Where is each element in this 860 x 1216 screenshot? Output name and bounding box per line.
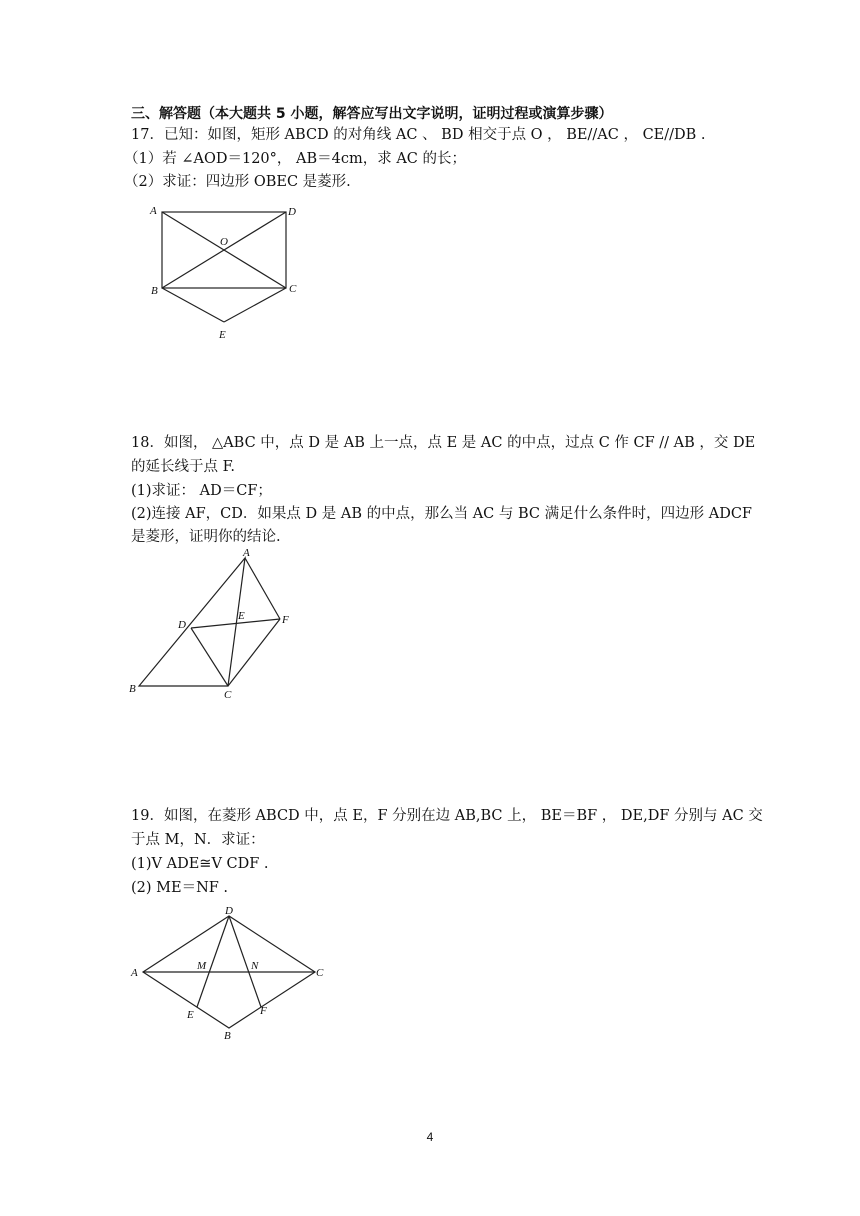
q19-label-e: E [187,1009,194,1021]
q18-diagram [125,548,305,703]
q18-label-a: A [243,548,250,559]
q19-label-a: A [131,967,138,979]
q18-line-3: (1)求证： AD＝CF； [131,483,272,499]
q17-segment-ce [224,288,286,322]
q19-line-3: (1)V ADE≅V CDF . [131,856,269,872]
q18-figure [125,548,305,703]
q18-label-e: E [238,610,245,622]
page-number: 4 [426,1130,434,1144]
q17-line-3: （2）求证：四边形 OBEC 是菱形. [124,174,351,190]
q17-label-d: D [288,206,296,218]
q18-label-d: D [178,619,186,631]
q17-label-o: O [220,236,228,248]
q17-line-1: 17．已知：如图，矩形 ABCD 的对角线 AC 、 BD 相交于点 O ， BE//AC ， CE//DB . [131,127,706,143]
q19-label-m: M [197,960,207,972]
q18-segment-dc [191,628,228,686]
q19-label-n: N [251,960,259,972]
q19-line-4: (2) ME＝NF . [131,880,229,896]
q19-label-c: C [316,967,324,979]
q18-line-5: 是菱形，证明你的结论. [131,529,281,545]
q18-segment-af [245,558,280,619]
q19-label-d: D [225,905,233,917]
q19-label-f: F [260,1005,267,1017]
q17-label-b: B [151,285,158,297]
q17-line-2: （1）若 ∠AOD＝120°， AB＝4cm，求 AC 的长； [124,151,467,167]
q17-segment-be [162,288,224,322]
q19-figure [125,900,335,1045]
section-heading: 三、解答题（本大题共 5 小题，解答应写出文字说明，证明过程或演算步骤） [131,106,613,122]
q19-line-1: 19．如图，在菱形 ABCD 中，点 E，F 分别在边 AB,BC 上， BE＝BF ， DE,DF 分别与 AC 交 [131,808,763,824]
q18-label-f: F [282,614,289,626]
q17-label-c: C [289,283,297,295]
q19-label-b: B [224,1030,231,1042]
q17-label-a: A [150,205,157,217]
q19-diagram [125,900,335,1045]
q18-label-c: C [224,689,232,701]
q17-diagram [140,198,310,348]
q18-line-1: 18．如图， △ABC 中，点 D 是 AB 上一点，点 E 是 AC 的中点，过点 C 作 CF // AB ，交 DE [131,435,756,451]
q18-line-2: 的延长线于点 F. [131,459,236,475]
q17-label-e: E [219,329,226,341]
q18-triangle-abc [139,558,245,686]
q18-label-b: B [129,683,136,695]
q18-line-4: (2)连接 AF，CD．如果点 D 是 AB 的中点，那么当 AC 与 BC 满足什么条件时，四边形 ADCF [131,506,752,522]
q17-figure [140,198,310,348]
q19-line-2: 于点 M，N．求证： [131,832,265,848]
